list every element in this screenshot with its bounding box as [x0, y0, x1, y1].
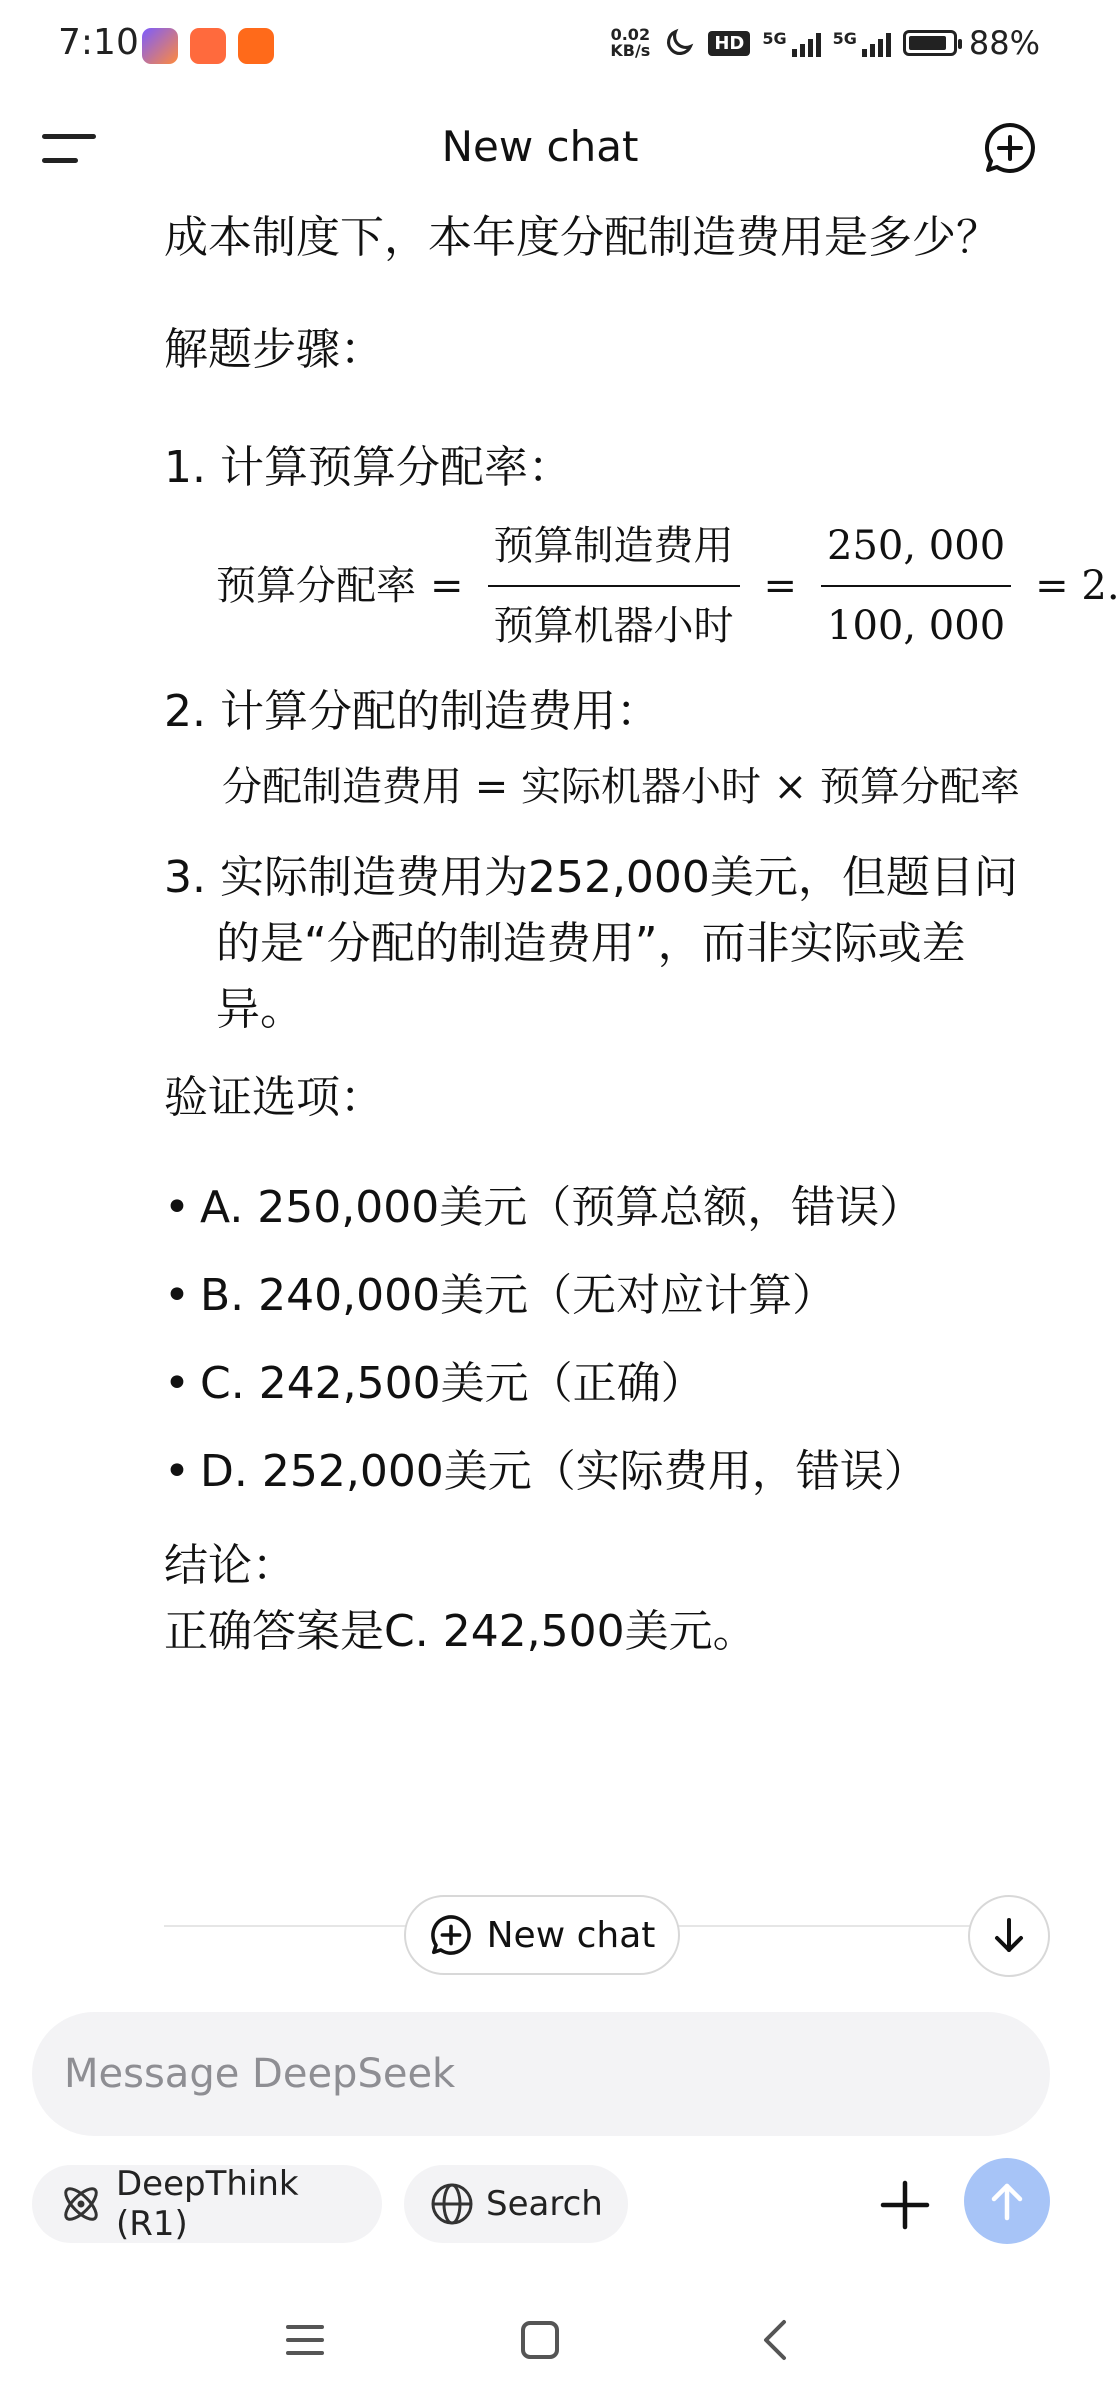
step-3 — [164, 845, 1044, 1043]
deepthink-label: DeepThink (R1) — [116, 2164, 299, 2244]
scroll-down-button[interactable] — [968, 1895, 1050, 1977]
recents-menu-icon — [285, 2323, 325, 2357]
signal-icon-sim2: 5G — [833, 29, 891, 57]
back-chevron-icon — [758, 2318, 792, 2362]
net-speed: 0.02 KB/s — [610, 25, 651, 60]
status-icons — [610, 24, 1040, 62]
app-notification-icon-2 — [190, 28, 226, 64]
conclusion-text: 正确答案是C. 242,500美元。 — [164, 1606, 757, 1657]
status-time: 7:10 — [58, 22, 139, 63]
home-square-icon — [520, 2320, 560, 2360]
arrow-down-icon — [989, 1916, 1029, 1956]
assistant-message — [164, 205, 1120, 1665]
recents-button[interactable] — [270, 2305, 340, 2375]
search-button[interactable] — [404, 2165, 628, 2243]
formula-fraction-2 — [821, 513, 1011, 659]
formula-allocation-rate — [216, 521, 1120, 651]
formula-lhs: 预算分配率 — [216, 563, 416, 609]
formula-den-1: 预算机器小时 — [493, 603, 734, 649]
formula-eq-1: = — [430, 563, 464, 609]
list-item: • C. 242,500美元（正确） — [164, 1351, 1044, 1439]
atom-icon — [58, 2181, 104, 2227]
plus-icon — [879, 2179, 931, 2231]
step-1: 1. 计算预算分配率： — [164, 442, 572, 493]
new-chat-icon[interactable] — [982, 120, 1038, 176]
conclusion-heading: 结论： — [164, 1540, 296, 1591]
step-2: 2. 计算分配的制造费用： — [164, 686, 660, 737]
new-chat-label: New chat — [486, 1914, 656, 1956]
formula-num-1: 预算制造费用 — [488, 513, 740, 587]
steps-heading: 解题步骤： — [164, 324, 384, 375]
send-button[interactable] — [964, 2158, 1050, 2244]
question-tail: 成本制度下，本年度分配制造费用是多少？ — [164, 212, 1000, 263]
verify-heading: 验证选项： — [164, 1072, 384, 1123]
battery-percentage: 88% — [968, 24, 1040, 62]
search-label: Search — [486, 2184, 603, 2224]
mi-app-icon — [238, 28, 274, 64]
signal-icon-sim1: 5G — [762, 29, 820, 57]
globe-icon — [430, 2182, 474, 2226]
new-chat-button[interactable] — [404, 1895, 680, 1975]
app-notification-icon-1 — [142, 28, 178, 64]
message-input[interactable] — [32, 2012, 1050, 2136]
options-list — [164, 1175, 1044, 1527]
formula-eq-2: = — [763, 563, 798, 609]
deepthink-button[interactable] — [32, 2165, 382, 2243]
home-button[interactable] — [505, 2305, 575, 2375]
formula-allocated-overhead: 分配制造费用 = 实际机器小时 × 预算分配率 — [222, 764, 1020, 810]
formula-num-2: 250, 000 — [821, 513, 1011, 587]
step-3-text: 3. 实际制造费用为252,000美元，但题目问的是“分配的制造费用”，而非实际或差异。 — [164, 852, 1018, 1035]
list-item: • B. 240,000美元（无对应计算） — [164, 1263, 1044, 1351]
list-item: • D. 252,000美元（实际费用，错误） — [164, 1439, 1044, 1527]
battery-icon — [903, 30, 957, 56]
moon-icon — [662, 26, 696, 60]
attach-button[interactable] — [870, 2170, 940, 2240]
arrow-up-icon — [986, 2180, 1028, 2222]
status-bar — [0, 0, 1080, 92]
hd-badge: HD — [708, 31, 750, 56]
formula-den-2: 100, 000 — [827, 603, 1006, 649]
formula-fraction-1 — [488, 513, 740, 659]
formula-rhs: = 2. — [1035, 563, 1120, 609]
list-item: • A. 250,000美元（预算总额，错误） — [164, 1175, 1044, 1263]
page-title: New chat — [441, 122, 639, 171]
back-button[interactable] — [740, 2305, 810, 2375]
new-chat-bubble-icon — [429, 1913, 473, 1957]
